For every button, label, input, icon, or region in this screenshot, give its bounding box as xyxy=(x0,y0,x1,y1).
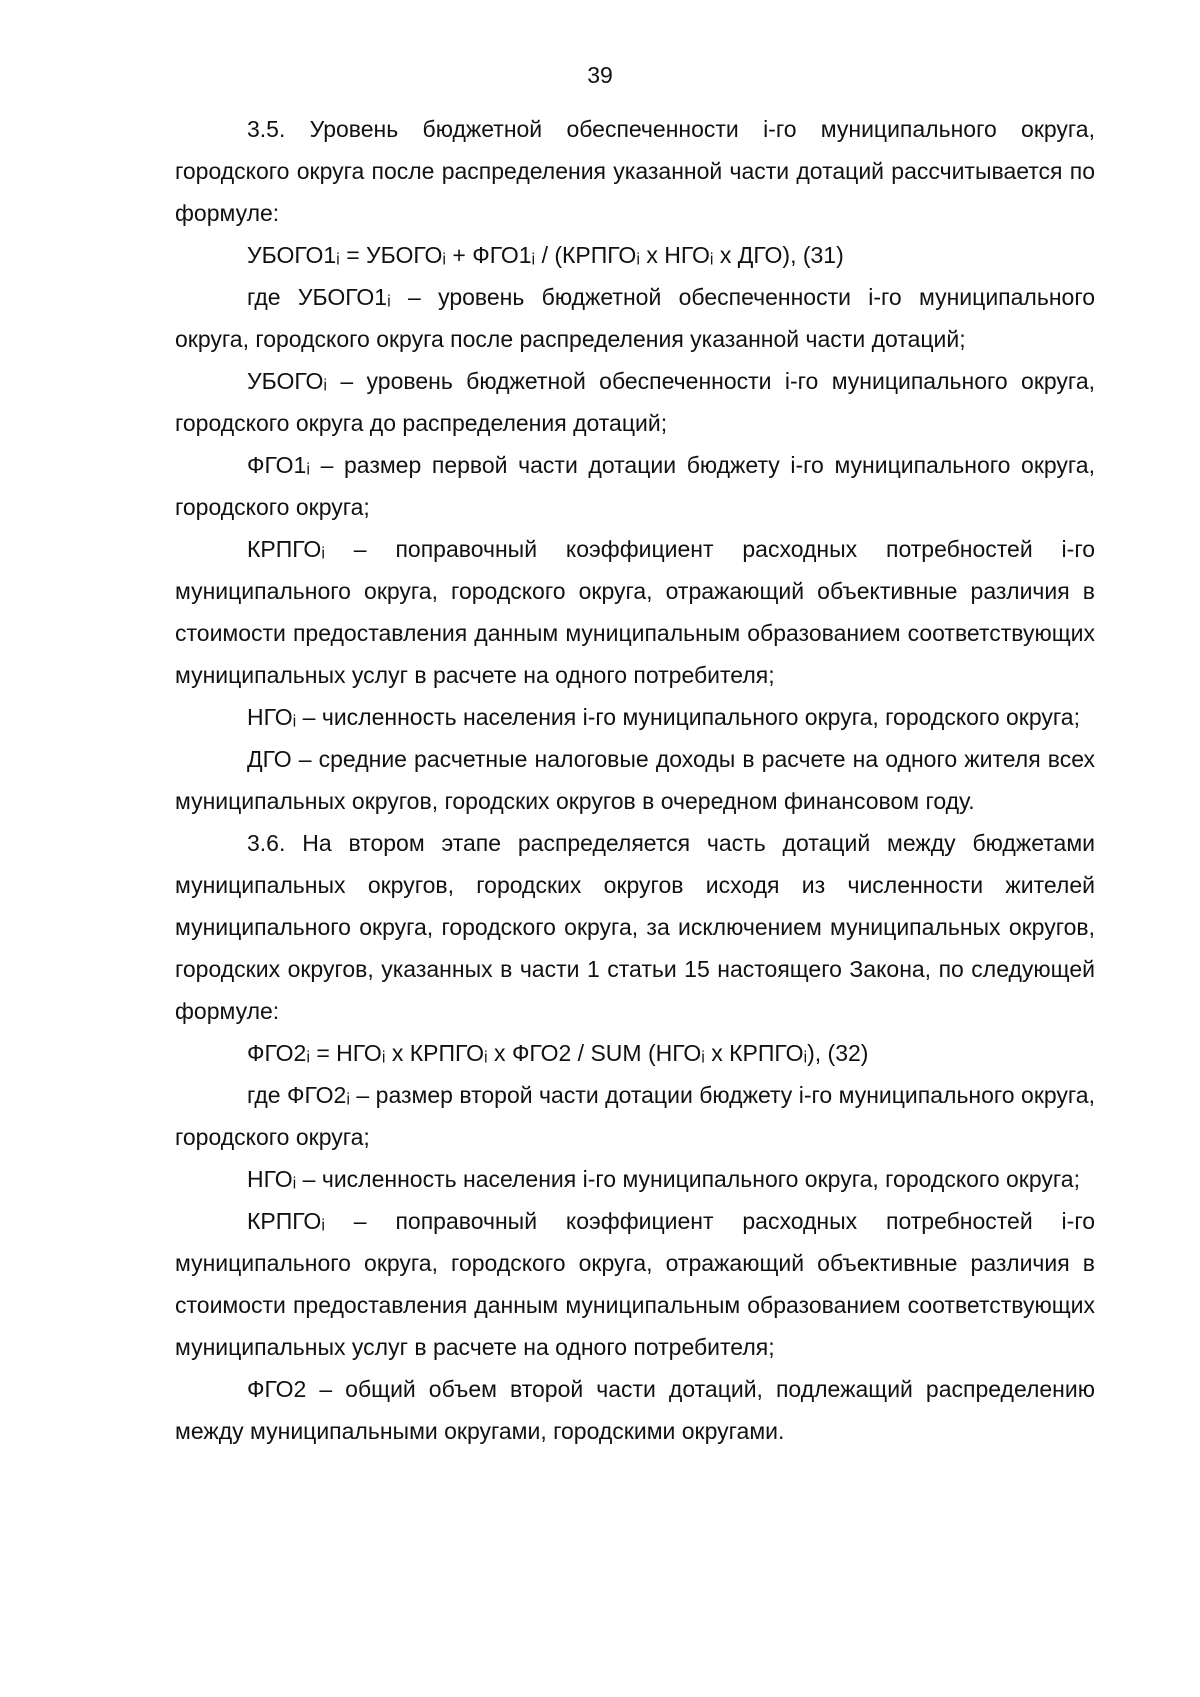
paragraph-3-6: 3.6. На втором этапе распределяется часть дотаций между бюджетами муниципальных округов, городских округов исходя из численности жителей муниципального округа, городского округа, за исключением муниципальных округов, городских округов, указанных в части 1 статьи 15 настоящего Закона, по следующей формуле: xyxy=(175,830,1095,1024)
paragraph-3-5: 3.5. Уровень бюджетной обеспеченности i-го муниципального округа, городского округа после распределения указанной части дотаций рассчитывается по формуле: xyxy=(175,116,1095,226)
page-number: 39 xyxy=(587,62,613,88)
definition-fgo1: ФГО1ᵢ – размер первой части дотации бюджету i-го муниципального округа, городского округа; xyxy=(175,452,1095,520)
definition-ubogo1: где УБОГО1ᵢ – уровень бюджетной обеспеченности i-го муниципального округа, городского округа после распределения указанной части дотаций; xyxy=(175,284,1095,352)
definition-ngo-2: НГОᵢ – численность населения i-го муниципального округа, городского округа; xyxy=(247,1166,1080,1192)
definition-ngo: НГОᵢ – численность населения i-го муниципального округа, городского округа; xyxy=(247,704,1080,730)
definition-krpgo-2: КРПГОᵢ – поправочный коэффициент расходных потребностей i-го муниципального округа, городского округа, отражающий объективные различия в стоимости предоставления данным муниципальным образованием соответствующих муниципальных услуг в расчете на одного потребителя; xyxy=(175,1208,1095,1360)
document-body xyxy=(175,108,1095,1452)
definition-fgo2: ФГО2 – общий объем второй части дотаций, подлежащий распределению между муниципальными округами, городскими округами. xyxy=(175,1376,1095,1444)
formula-32: ФГО2ᵢ = НГОᵢ x КРПГОᵢ x ФГО2 / SUM (НГОᵢ x КРПГОᵢ), (32) xyxy=(247,1040,869,1066)
definition-dgo: ДГО – средние расчетные налоговые доходы в расчете на одного жителя всех муниципальных округов, городских округов в очередном финансовом году. xyxy=(175,746,1095,814)
formula-31: УБОГО1ᵢ = УБОГОᵢ + ФГО1ᵢ / (КРПГОᵢ x НГОᵢ x ДГО), (31) xyxy=(247,242,844,268)
definition-ubogo: УБОГОᵢ – уровень бюджетной обеспеченности i-го муниципального округа, городского округа до распределения дотаций; xyxy=(175,368,1095,436)
definition-krpgo: КРПГОᵢ – поправочный коэффициент расходных потребностей i-го муниципального округа, городского округа, отражающий объективные различия в стоимости предоставления данным муниципальным образованием соответствующих муниципальных услуг в расчете на одного потребителя; xyxy=(175,536,1095,688)
definition-fgo2i: где ФГО2ᵢ – размер второй части дотации бюджету i-го муниципального округа, городского округа; xyxy=(175,1082,1095,1150)
